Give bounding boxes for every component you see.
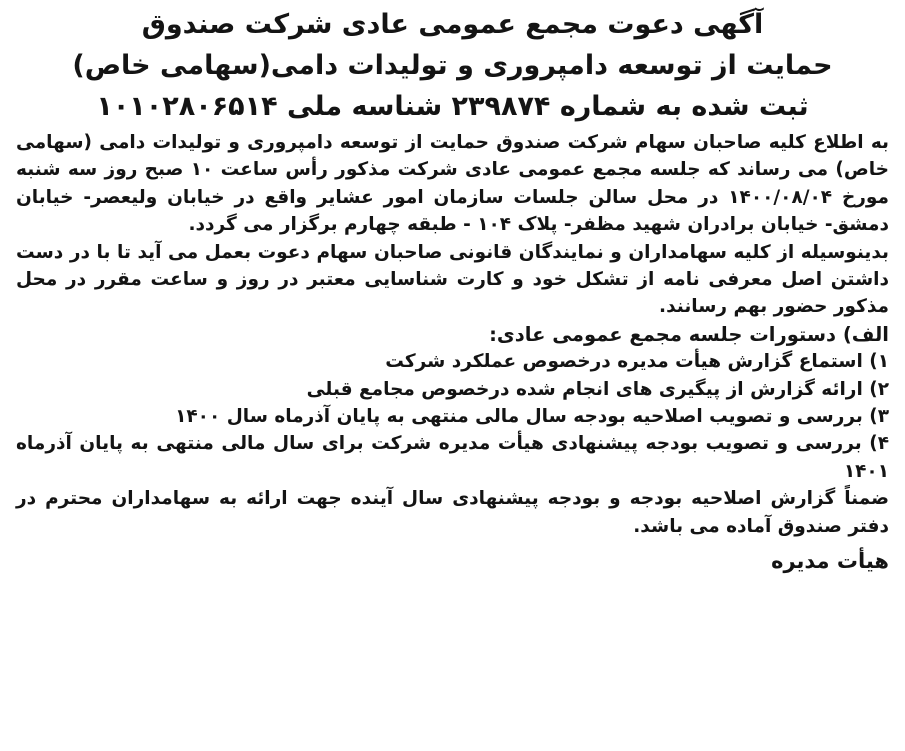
agenda-list [16, 348, 889, 485]
agenda-heading: الف) دستورات جلسه مجمع عمومی عادی: [489, 322, 889, 346]
agenda-item-4: ۴) بررسی و تصویب بودجه پیشنهادی هیأت مدیره شرکت برای سال مالی منتهی به پایان آذرماه ۱۴۰۱ [16, 433, 889, 482]
intro-paragraph: به اطلاع کلیه صاحبان سهام شرکت صندوق حمایت از توسعه دامپروری و تولیدات دامی (سهامی خاص) می رساند که جلسه مجمع عمومی عادی شرکت مذکور رأس ساعت ۱۰ صبح روز سه شنبه مورخ ۱۴۰۰/۰۸/۰۴ در محل سالن جلسات سازمان امور عشایر واقع در خیابان ولیعصر- خیابان دمشق- خیابان برادران شهید مظفر- پلاک ۱۰۴ - طبقه چهارم برگزار می گردد. [16, 132, 889, 236]
notice-title [16, 4, 889, 127]
title-line-2: حمایت از توسعه دامپروری و تولیدات دامی(سهامی خاص) [72, 50, 833, 81]
agenda-item-2: ۲) ارائه گزارش از پیگیری های انجام شده درخصوص مجامع قبلی [306, 378, 889, 400]
agenda-item-1: ۱) استماع گزارش هیأت مدیره درخصوص عملکرد شرکت [385, 351, 889, 373]
invitation-paragraph: بدینوسیله از کلیه سهامداران و نمایندگان قانونی صاحبان سهام دعوت بعمل می آید تا با در دست داشتن اصل معرفی نامه از تشکل خود و کارت شناسایی معتبر در روز و ساعت مقرر در محل مذکور حضور بهم رسانند. [16, 241, 889, 318]
board-signature: هیأت مدیره [771, 549, 889, 574]
agenda-item-3: ۳) بررسی و تصویب اصلاحیه بودجه سال مالی منتهی به پایان آذرماه سال ۱۴۰۰ [175, 406, 889, 428]
title-line-1: آگهی دعوت مجمع عمومی عادی شرکت صندوق [141, 9, 764, 40]
closing-paragraph: ضمناً گزارش اصلاحیه بودجه و بودجه پیشنهادی سال آینده جهت ارائه به سهامداران محترم در دفتر صندوق آماده می باشد. [16, 488, 889, 537]
title-line-3: ثبت شده به شماره ۲۳۹۸۷۴ شناسه ملی ۱۰۱۰۲۸۰۶۵۱۴ [96, 91, 809, 122]
